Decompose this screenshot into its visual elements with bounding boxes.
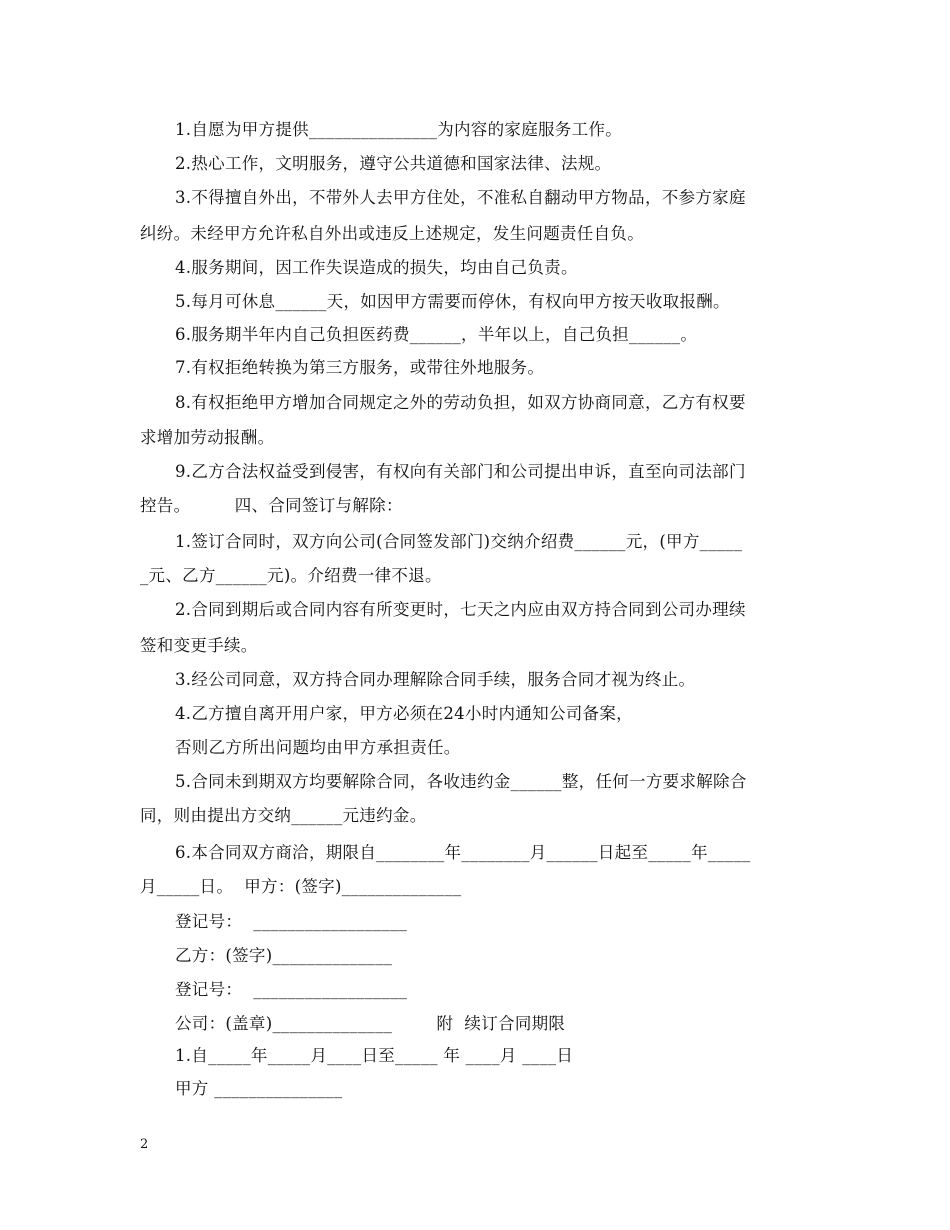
renewal-period-1: 1.自_____年_____月____日至_____ 年 ____月 ____日 xyxy=(175,1046,574,1065)
clause-3-line1: 3.不得擅自外出，不带外人去甲方住处，不准私自翻动甲方物品，不参方家庭 xyxy=(175,188,746,207)
sign-clause-4-line1: 4.乙方擅自离开用户家，甲方必须在24小时内通知公司备案， xyxy=(175,704,633,723)
clause-4: 4.服务期间，因工作失误造成的损失，均由自己负责。 xyxy=(175,258,578,277)
clause-7: 7.有权拒绝转换为第三方服务，或带往外地服务。 xyxy=(175,358,545,377)
company-seal-and-appendix: 公司：(盖章)______________ 附 续订合同期限 xyxy=(175,1014,566,1033)
sign-clause-2-line2: 签和变更手续。 xyxy=(140,636,258,655)
clause-8-line2: 求增加劳动报酬。 xyxy=(140,428,275,447)
clause-9-line2-section-heading: 控告。 四、合同签订与解除： xyxy=(140,496,403,515)
clause-1: 1.自愿为甲方提供_______________为内容的家庭服务工作。 xyxy=(175,120,622,139)
page-number: 2 xyxy=(140,1137,149,1152)
sign-clause-5-line1: 5.合同未到期双方均要解除合同，各收违约金______整，任何一方要求解除合 xyxy=(175,772,747,791)
party-b-signature: 乙方：(签字)______________ xyxy=(175,946,393,965)
clause-8-line1: 8.有权拒绝甲方增加合同规定之外的劳动负担，如双方协商同意，乙方有权要 xyxy=(175,393,746,412)
sign-clause-1-line2: _元、乙方______元)。介绍费一律不退。 xyxy=(140,566,442,585)
renewal-party-a: 甲方 _______________ xyxy=(175,1079,343,1098)
sign-clause-6-line2: 月_____日。 甲方：(签字)______________ xyxy=(140,877,462,896)
clause-6: 6.服务期半年内自己负担医药费______，半年以上，自己负担______。 xyxy=(175,325,698,344)
clause-9-line1: 9.乙方合法权益受到侵害，有权向有关部门和公司提出申诉，直至向司法部门 xyxy=(175,462,746,481)
party-b-registration: 登记号： __________________ xyxy=(175,980,408,999)
sign-clause-3: 3.经公司同意，双方持合同办理解除合同手续，服务合同才视为终止。 xyxy=(175,670,696,689)
clause-5: 5.每月可休息______天，如因甲方需要而停休，有权向甲方按天收取报酬。 xyxy=(175,292,730,311)
sign-clause-4-line2: 否则乙方所出问题均由甲方承担责任。 xyxy=(175,738,461,757)
clause-3-line2: 纠纷。未经甲方允许私自外出或违反上述规定，发生问题责任自负。 xyxy=(140,224,644,243)
party-a-registration: 登记号： __________________ xyxy=(175,912,408,931)
sign-clause-6-line1: 6.本合同双方商洽，期限自________年________月______日起至_____年_____ xyxy=(175,843,751,862)
clause-2: 2.热心工作，文明服务，遵守公共道德和国家法律、法规。 xyxy=(175,154,612,173)
sign-clause-2-line1: 2.合同到期后或合同内容有所变更时，七天之内应由双方持合同到公司办理续 xyxy=(175,600,746,619)
sign-clause-5-line2: 同，则由提出方交纳______元违约金。 xyxy=(140,806,427,825)
sign-clause-1-line1: 1.签订合同时，双方向公司(合同签发部门)交纳介绍费______元，(甲方_____ xyxy=(175,532,743,551)
